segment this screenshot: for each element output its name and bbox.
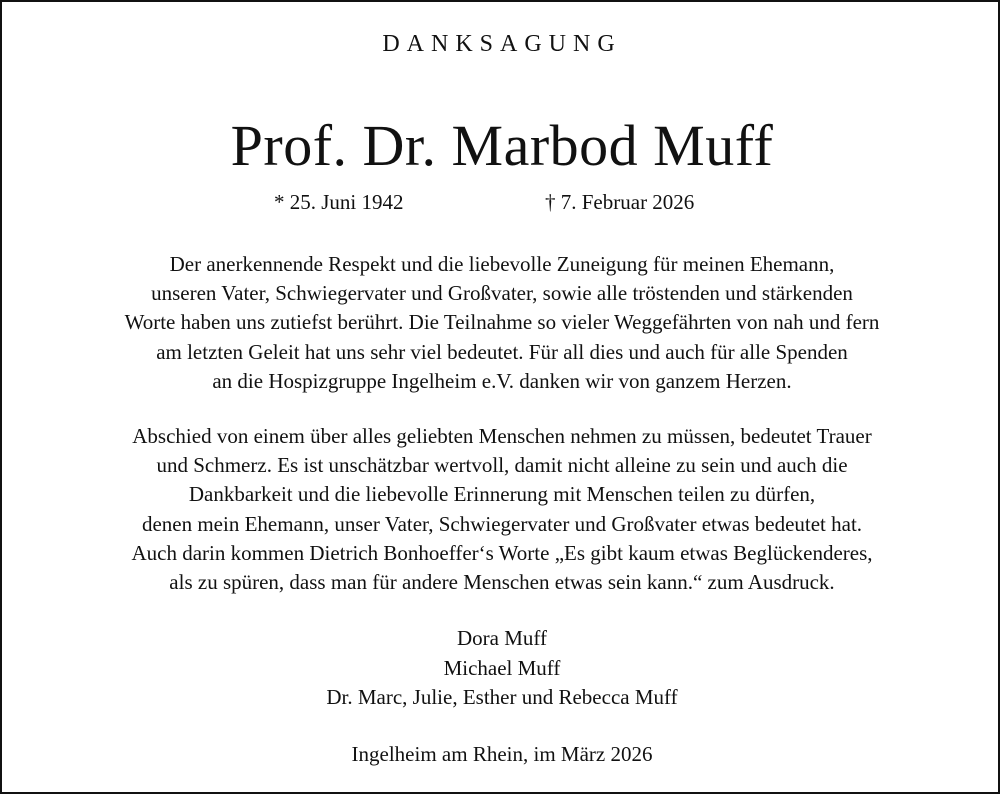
paragraph-line: als zu spüren, dass man für andere Menschen etwas sein kann.“ zum Ausdruck. xyxy=(169,570,835,595)
paragraph-line: Dankbarkeit und die liebevolle Erinnerung mit Menschen teilen zu dürfen, xyxy=(188,482,816,507)
paragraph-line: und Schmerz. Es ist unschätzbar wertvoll, damit nicht alleine zu sein und auch die xyxy=(156,453,848,478)
signer-name: Dora Muff xyxy=(456,626,547,650)
paragraph-line: denen mein Ehemann, unser Vater, Schwiegervater und Großvater etwas bedeutet hat. xyxy=(141,511,863,536)
paragraph-line: Worte haben uns zutiefst berührt. Die Teilnahme so vieler Weggefährten von nah und fern xyxy=(124,310,880,335)
paragraph-line: am letzten Geleit hat uns sehr viel bedeutet. Für all dies und auch für alle Spenden xyxy=(156,339,848,364)
paragraph-line: Auch darin kommen Dietrich Bonhoeffer‘s Worte „Es gibt kaum etwas Beglückenderes, xyxy=(131,540,873,565)
paragraph-line: an die Hospizgruppe Ingelheim e.V. danken wir von ganzem Herzen. xyxy=(212,368,792,393)
paragraph-line: unseren Vater, Schwiegervater und Großvater, sowie alle tröstenden und stärkenden xyxy=(151,281,853,306)
signer-name: Dr. Marc, Julie, Esther und Rebecca Muff xyxy=(326,685,678,709)
deceased-name: Prof. Dr. Marbod Muff xyxy=(230,113,774,178)
birth-date: * 25. Juni 1942 xyxy=(274,190,404,214)
place-and-date: Ingelheim am Rhein, im März 2026 xyxy=(351,742,653,766)
thanks-paragraph xyxy=(22,250,982,396)
notice-heading: DANKSAGUNG xyxy=(382,31,622,57)
paragraph-line: Der anerkennende Respekt und die liebevolle Zuneigung für meinen Ehemann, xyxy=(169,252,835,276)
farewell-paragraph xyxy=(22,422,982,597)
death-date: † 7. Februar 2026 xyxy=(545,190,695,214)
signer-name: Michael Muff xyxy=(443,655,561,680)
signers-block xyxy=(2,624,1000,713)
paragraph-line: Abschied von einem über alles geliebten Menschen nehmen zu müssen, bedeutet Trauer xyxy=(132,424,872,448)
